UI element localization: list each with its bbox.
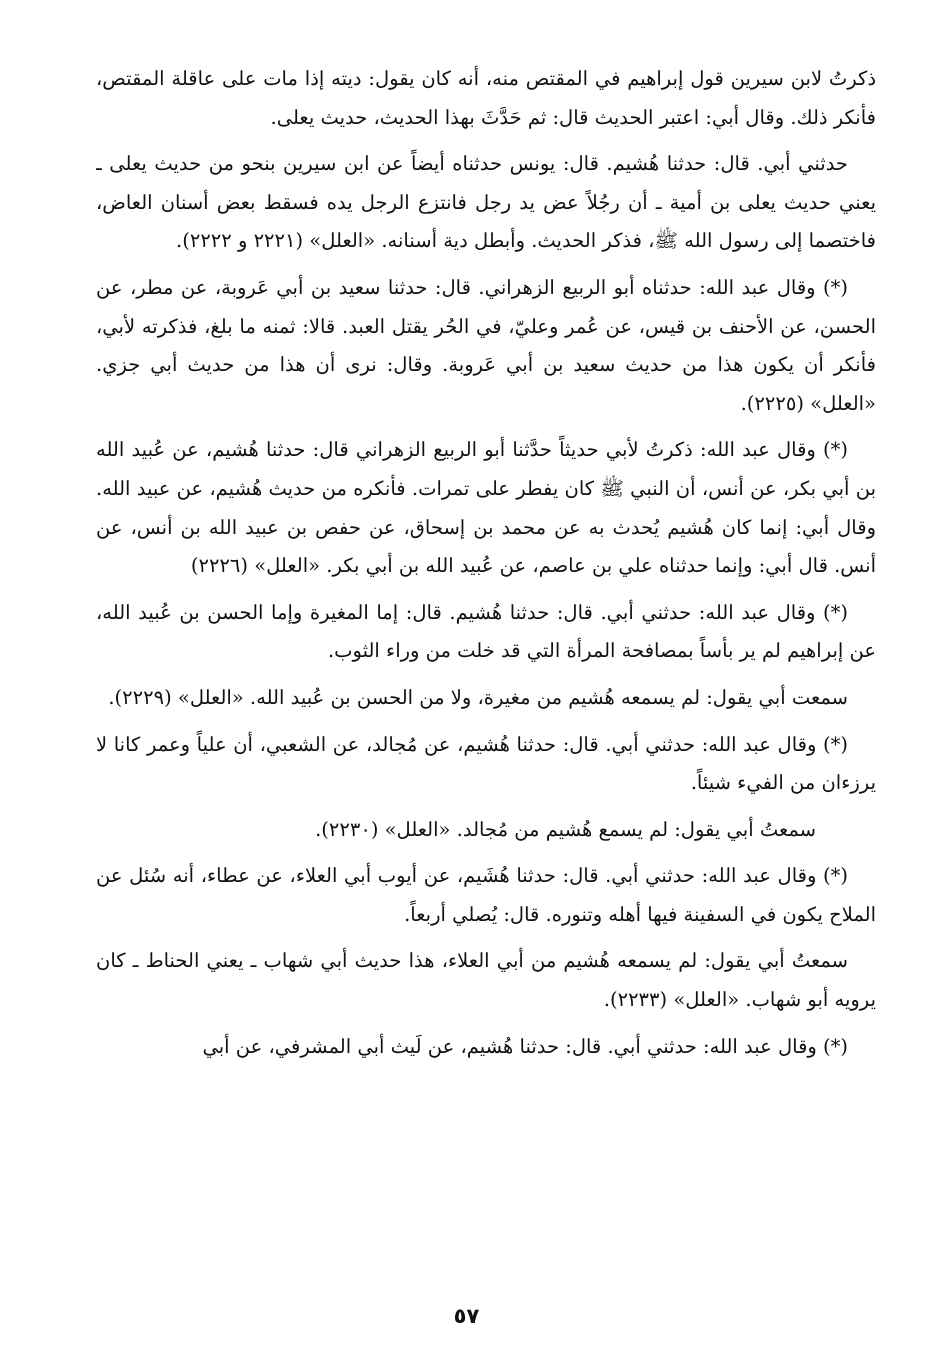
paragraph-3: (*) وقال عبد الله: حدثناه أبو الربيع الزهراني. قال: حدثنا سعيد بن أبي عَروبة، عن مطر، عن الحسن، عن الأحنف بن قيس، عن عُمر وعليّ، في الحُر يقتل العبد. قالا: ثمنه ما بلغ، فذكرته لأبي، فأنكر أن يكون هذا من حديث سعيد بن أبي عَروبة. وقال: نرى أن هذا من حديث أبي جزي. «العلل» (٢٢٢٥). — [96, 275, 876, 415]
paragraph-9: (*) وقال عبد الله: حدثني أبي. قال: حدثنا هُشَيم، عن أيوب أبي العلاء، عن عطاء، أنه سُئل عن الملاح يكون في السفينة فيها أهله وتنوره. قال: يُصلي أربعاً. — [96, 864, 876, 926]
paragraph-11: (*) وقال عبد الله: حدثني أبي. قال: حدثنا هُشيم، عن لَيث أبي المشرفي، عن أبي — [202, 1034, 848, 1058]
paragraph-8: سمعتُ أبي يقول: لم يسمع هُشيم من مُجالد. «العلل» (٢٢٣٠). — [315, 817, 816, 841]
paragraph-2: حدثني أبي. قال: حدثنا هُشيم. قال: يونس حدثناه أيضاً عن ابن سيرين بنحو من حديث يعلى ـ يعني حديث يعلى بن أمية ـ أن رجُلاً عض يد رجل فانتزع الرجل يده فسقط بعض أسنان العاض، فاختصما إلى رسول الله ﷺ، فذكر الحديث. وأبطل دية أسنانه. «العلل» (٢٢٢١ و ٢٢٢٢). — [96, 152, 876, 253]
paragraph-7: (*) وقال عبد الله: حدثني أبي. قال: حدثنا هُشيم، عن مُجالد، عن الشعبي، أن علياً وعمر كانا لا يرزءان من الفيء شيئاً. — [96, 732, 876, 795]
paragraph-6: سمعت أبي يقول: لم يسمعه هُشيم من مغيرة، ولا من الحسن بن عُبيد الله. «العلل» (٢٢٢٩). — [108, 685, 848, 709]
page-number: ٥٧ — [453, 1304, 480, 1328]
paragraph-5: (*) وقال عبد الله: حدثني أبي. قال: حدثنا هُشيم. قال: إما المغيرة وإما الحسن بن عُبيد الله، عن إبراهيم لم ير بأساً بمصافحة المرأة التي قد خلت من وراء الثوب. — [96, 600, 876, 663]
paragraph-10: سمعتُ أبي يقول: لم يسمعه هُشيم من أبي العلاء، هذا حديث أبي شهاب ـ يعني الحناط ـ كان يرويه أبو شهاب. «العلل» (٢٢٣٣). — [96, 949, 876, 1012]
paragraph-4: (*) وقال عبد الله: ذكرتُ لأبي حديثاً حدَّثنا أبو الربيع الزهراني قال: حدثنا هُشيم، عن عُبيد الله بن أبي بكر، عن أنس، أن النبي ﷺ كان يفطر على تمرات. فأنكره من حديث هُشيم، عن عبيد الله. وقال أبي: إنما كان هُشيم يُحدث به عن محمد بن إسحاق، عن حفص بن عبيد الله بن أنس، عن أنس. قال أبي: وإنما حدثناه علي بن عاصم، عن عُبيد الله بن أبي بكر. «العلل» (٢٢٢٦) — [96, 438, 876, 578]
paragraph-1: ذكرتُ لابن سيرين قول إبراهيم في المقتص منه، أنه كان يقول: ديته إذا مات على عاقلة المقتص، فأنكر ذلك. وقال أبي: اعتبر الحديث قال: ثم حَدَّثَ بهذا الحديث، حديث يعلى. — [96, 67, 876, 129]
book-page — [96, 60, 876, 1300]
